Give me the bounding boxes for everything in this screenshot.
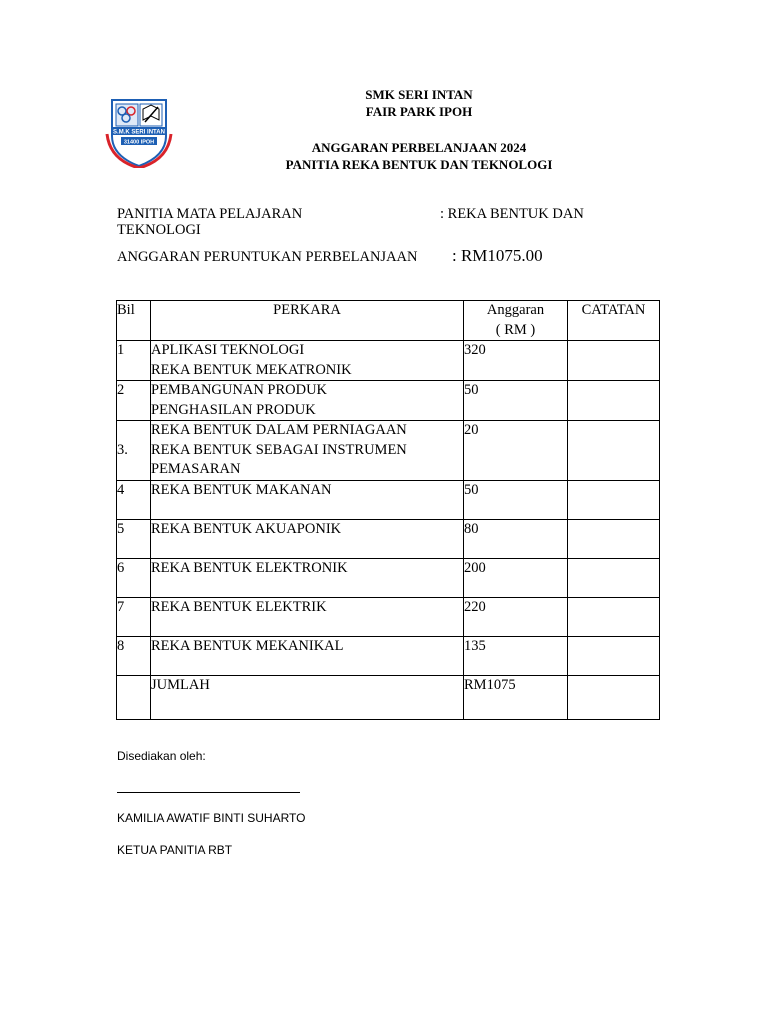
row-item (151, 597, 464, 636)
budget-allocation-value: : RM1075.00 (452, 246, 543, 265)
signature-line (117, 792, 300, 793)
row-amount: 80 (464, 519, 568, 558)
row-note (568, 381, 660, 421)
table-row (117, 519, 660, 558)
row-item-line: PEMBANGUNAN PRODUK (151, 382, 328, 398)
row-bil: 7 (117, 597, 151, 636)
subject-value: : REKA BENTUK DAN (440, 206, 584, 222)
row-item-line: REKA BENTUK DALAM PERNIAGAAN (151, 422, 407, 438)
row-note (568, 519, 660, 558)
table-row (117, 381, 660, 421)
table-total-row (117, 675, 660, 719)
row-bil: 8 (117, 636, 151, 675)
row-amount: 135 (464, 636, 568, 675)
logo-city-text: 31400 IPOH (123, 139, 155, 146)
total-value: RM1075 (464, 675, 568, 719)
row-amount: 200 (464, 558, 568, 597)
row-amount: 20 (464, 421, 568, 481)
preparer-name: KAMILIA AWATIF BINTI SUHARTO (117, 811, 306, 825)
row-item (151, 341, 464, 381)
header-anggaran-line1: Anggaran (486, 302, 545, 318)
subject-label: PANITIA MATA PELAJARAN (117, 206, 303, 222)
total-note (568, 675, 660, 719)
row-note (568, 558, 660, 597)
row-note (568, 597, 660, 636)
row-amount: 220 (464, 597, 568, 636)
total-label: JUMLAH (151, 675, 464, 719)
row-bil: 3. (117, 421, 151, 481)
row-item (151, 558, 464, 597)
row-bil: 4 (117, 480, 151, 519)
budget-table (116, 300, 660, 720)
row-item (151, 519, 464, 558)
row-amount: 50 (464, 480, 568, 519)
row-bil: 1 (117, 341, 151, 381)
row-bil: 2 (117, 381, 151, 421)
school-name: SMK SERI INTAN (365, 87, 473, 102)
header-catatan: CATATAN (568, 301, 660, 341)
row-item (151, 381, 464, 421)
row-item-line: PEMASARAN (151, 461, 241, 477)
row-item-line: REKA BENTUK MAKANAN (151, 481, 332, 498)
row-note (568, 421, 660, 481)
row-item (151, 636, 464, 675)
row-item-line: REKA BENTUK AKUAPONIK (151, 520, 342, 537)
table-row (117, 597, 660, 636)
row-item-line: APLIKASI TEKNOLOGI (151, 342, 305, 358)
row-item-line: REKA BENTUK ELEKTRONIK (151, 559, 348, 576)
document-title: ANGGARAN PERBELANJAAN 2024 (311, 140, 527, 155)
header-bil: Bil (117, 301, 151, 341)
header-anggaran (464, 301, 568, 341)
row-bil: 5 (117, 519, 151, 558)
table-header-row (117, 301, 660, 341)
prepared-by-label: Disediakan oleh: (117, 749, 206, 763)
row-note (568, 636, 660, 675)
row-item-line: REKA BENTUK MEKATRONIK (151, 361, 352, 378)
row-note (568, 480, 660, 519)
total-bil (117, 675, 151, 719)
row-item (151, 480, 464, 519)
row-item-line: PENGHASILAN PRODUK (151, 401, 316, 418)
row-bil: 6 (117, 558, 151, 597)
table-row (117, 480, 660, 519)
row-item-line: REKA BENTUK MEKANIKAL (151, 637, 344, 654)
subject-value-wrap: TEKNOLOGI (117, 222, 201, 238)
preparer-role: KETUA PANITIA RBT (117, 843, 233, 857)
row-item-line: REKA BENTUK SEBAGAI INSTRUMEN (151, 441, 407, 458)
logo-school-text: S.M.K SERI INTAN (113, 129, 165, 136)
table-row (117, 636, 660, 675)
header-anggaran-line2: ( RM ) (495, 321, 536, 338)
row-item (151, 421, 464, 481)
row-item-line: REKA BENTUK ELEKTRIK (151, 598, 327, 615)
school-location: FAIR PARK IPOH (365, 104, 473, 119)
header-perkara: PERKARA (151, 301, 464, 341)
table-row (117, 421, 660, 481)
row-note (568, 341, 660, 381)
budget-allocation-label: ANGGARAN PERUNTUKAN PERBELANJAAN (117, 249, 418, 265)
row-amount: 320 (464, 341, 568, 381)
table-row (117, 341, 660, 381)
panel-title: PANITIA REKA BENTUK DAN TEKNOLOGI (285, 157, 553, 172)
row-amount: 50 (464, 381, 568, 421)
table-row (117, 558, 660, 597)
